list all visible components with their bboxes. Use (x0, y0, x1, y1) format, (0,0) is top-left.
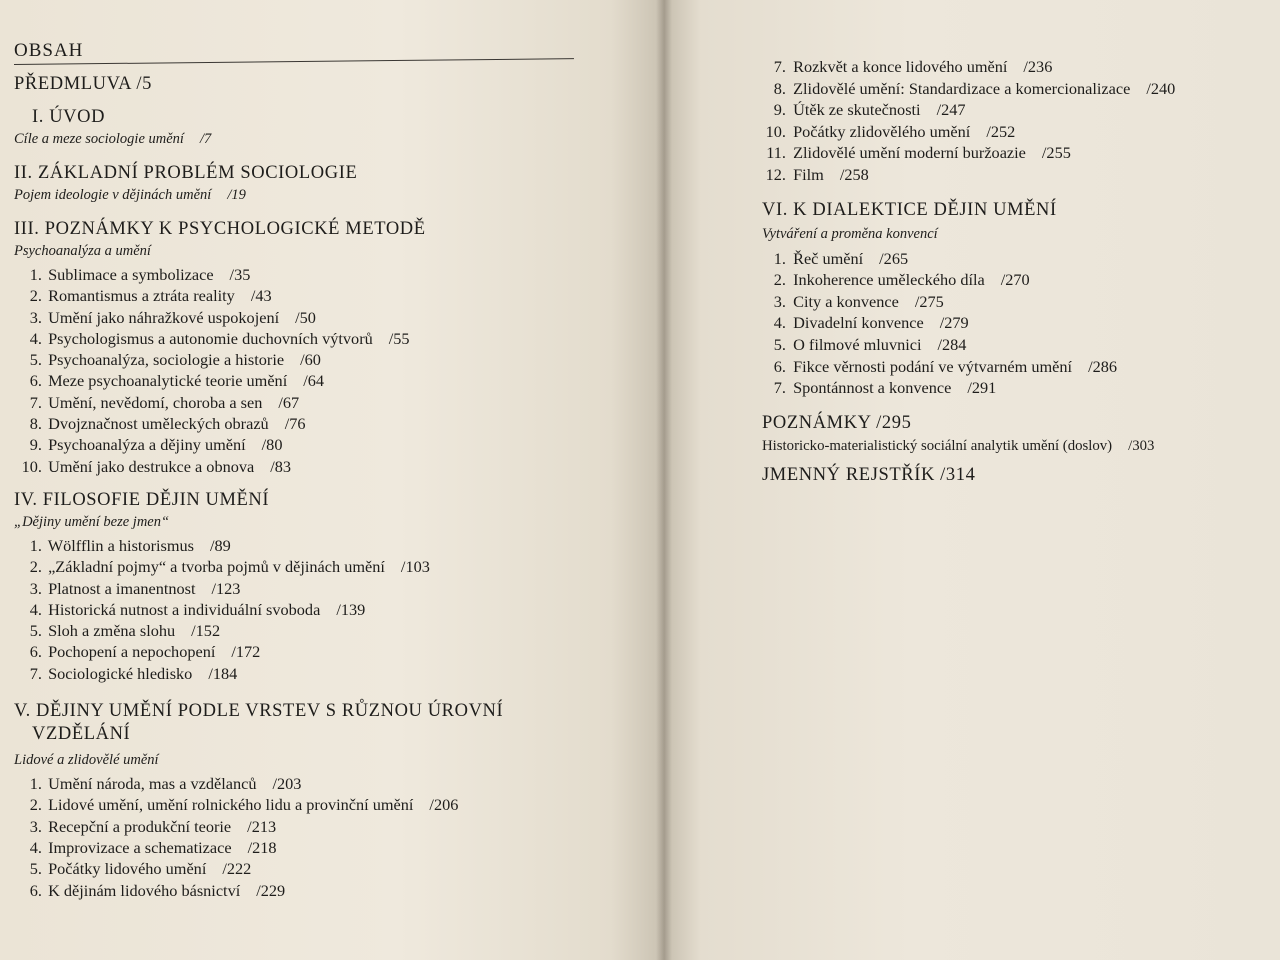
toc-item: 9. Psychoanalýza a dějiny umění /80 (29, 435, 283, 455)
toc-item: 8. Dvojznačnost uměleckých obrazů /76 (29, 414, 306, 434)
toc-item: 5. Psychoanalýza, sociologie a historie /60 (29, 350, 321, 370)
chapter-4-list (14, 535, 664, 684)
toc-item: 12. Film /258 (765, 164, 869, 184)
toc-item: 7. Sociologické hledisko /184 (29, 663, 238, 683)
toc-item: 7. Spontánnost a konvence /291 (773, 378, 997, 398)
toc-item: 5. O filmové mluvnici /284 (773, 334, 967, 354)
chapter-6-title: VI. K DIALEKTICE DĚJIN UMĚNÍ (762, 199, 1057, 220)
toc-item: 5. Počátky lidového umění /222 (29, 859, 252, 879)
toc-item: 8. Zlidovělé umění: Standardizace a komercionalizace /240 (773, 78, 1176, 98)
toc-item: 2. Romantismus a ztráta reality /43 (29, 286, 272, 306)
toc-item: 3. City a konvence /275 (773, 291, 944, 311)
toc-item: 5. Sloh a změna slohu /152 (29, 621, 221, 641)
chapter-2-subtitle: Pojem ideologie v dějinách umění /19 (14, 187, 246, 203)
toc-item: 7. Umění, nevědomí, choroba a sen /67 (29, 392, 300, 412)
chapter-5-continued-list (762, 56, 1280, 186)
toc-item: 3. Umění jako náhražkové uspokojení /50 (29, 307, 316, 327)
toc-item: 4. Psychologismus a autonomie duchovních výtvorů /55 (29, 328, 410, 348)
toc-item: 1. Řeč umění /265 (773, 248, 909, 268)
chapter-3-list (14, 264, 664, 477)
preface-entry: PŘEDMLUVA /5 (14, 74, 152, 94)
toc-item: 7. Rozkvět a konce lidového umění /236 (773, 57, 1053, 76)
chapter-3-title: III. POZNÁMKY K PSYCHOLOGICKÉ METODĚ (14, 219, 426, 239)
book-gutter (656, 0, 672, 960)
chapter-5-list (14, 773, 664, 901)
toc-item: 6. K dějinám lidového básnictví /229 (29, 880, 286, 900)
toc-item: 6. Fikce věrnosti podání ve výtvarném umění /286 (773, 356, 1118, 376)
right-page (664, 0, 1280, 960)
chapter-1-title: I. ÚVOD (32, 107, 106, 127)
toc-item: 10. Umění jako destrukce a obnova /83 (21, 456, 292, 476)
chapter-3-subtitle: Psychoanalýza a umění (14, 243, 151, 259)
toc-item: 4. Divadelní konvence /279 (773, 313, 969, 333)
toc-item: 2. Inkoherence uměleckého díla /270 (773, 270, 1030, 290)
chapter-5-title: V. DĚJINY UMĚNÍ PODLE VRSTEV S RŮZNOU ÚROVNÍ VZDĚLÁNÍ (14, 701, 504, 745)
toc-item: 4. Historická nutnost a individuální svoboda /139 (29, 599, 366, 619)
chapter-1-subtitle: Cíle a meze sociologie umění /7 (14, 131, 212, 147)
toc-item: 4. Improvizace a schematizace /218 (29, 837, 277, 857)
toc-title: OBSAH (14, 40, 84, 61)
notes-entry: POZNÁMKY /295 (762, 412, 912, 433)
toc-item: 3. Recepční a produkční teorie /213 (29, 816, 277, 836)
toc-item: 6. Meze psychoanalytické teorie umění /64 (29, 371, 325, 391)
chapter-6-subtitle: Vytváření a proměna konvencí (762, 225, 938, 242)
index-entry: JMENNÝ REJSTŘÍK /314 (762, 464, 976, 485)
toc-item: 2. Lidové umění, umění rolnického lidu a provinční umění /206 (29, 795, 459, 815)
chapter-6-list (762, 248, 1280, 399)
toc-item: 1. Sublimace a symbolizace /35 (29, 265, 251, 284)
afterword-entry: Historicko-materialistický sociální analytik umění (doslov) /303 (762, 437, 1155, 454)
toc-item: 1. Umění národa, mas a vzdělanců /203 (29, 774, 302, 794)
chapter-4-title: IV. FILOSOFIE DĚJIN UMĚNÍ (14, 489, 270, 510)
chapter-5-subtitle: Lidové a zlidovělé umění (14, 752, 159, 769)
toc-item: 9. Útěk ze skutečnosti /247 (773, 100, 966, 120)
toc-item: 6. Pochopení a nepochopení /172 (29, 642, 261, 662)
toc-item: 1. Wölfflin a historismus /89 (29, 535, 231, 555)
toc-item: 10. Počátky zlidovělého umění /252 (765, 121, 1016, 141)
chapter-2-title: II. ZÁKLADNÍ PROBLÉM SOCIOLOGIE (14, 163, 358, 183)
toc-item: 2. „Základní pojmy“ a tvorba pojmů v dějinách umění /103 (29, 557, 430, 577)
toc-item: 11. Zlidovělé umění moderní buržoazie /255 (766, 143, 1071, 163)
toc-item: 3. Platnost a imanentnost /123 (29, 578, 241, 598)
chapter-4-subtitle: „Dějiny umění beze jmen“ (14, 513, 170, 530)
